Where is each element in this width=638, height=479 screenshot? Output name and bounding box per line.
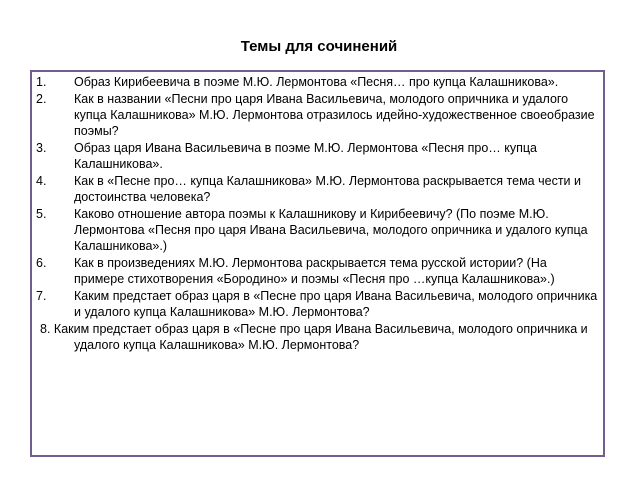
topic-item	[36, 173, 598, 205]
topic-number: 2.	[36, 92, 47, 106]
topic-item	[36, 321, 598, 353]
topic-number: 4.	[36, 174, 47, 188]
topic-text: Как в произведениях М.Ю. Лермонтова раскрывается тема русской истории? (На примере стихотворения «Бородино» и поэмы «Песня про …купца Калашникова».)	[74, 256, 555, 286]
topic-text: Как в «Песне про… купца Калашникова» М.Ю. Лермонтова раскрывается тема чести и достоинства человека?	[74, 174, 581, 204]
topic-item	[36, 255, 598, 287]
topic-text: Каково отношение автора поэмы к Калашникову и Кирибеевичу? (По поэме М.Ю. Лермонтова «Песня про царя Ивана Васильевича, молодого опричника и удалого купца Калашникова».)	[74, 207, 588, 253]
topic-item	[36, 74, 598, 90]
topic-number: 7.	[36, 289, 47, 303]
topics-list	[36, 74, 598, 354]
topic-number: 8.	[40, 322, 51, 336]
topic-item	[36, 140, 598, 172]
topic-text: Каким предстает образ царя в «Песне про царя Ивана Васильевича, молодого опричника и удалого купца Калашникова» М.Ю. Лермонтова?	[53, 322, 588, 352]
topic-item	[36, 206, 598, 254]
topic-text: Образ царя Ивана Васильевича в поэме М.Ю. Лермонтова «Песня про… купца Калашникова».	[74, 141, 537, 171]
topic-number: 5.	[36, 207, 47, 221]
topics-box	[30, 70, 605, 457]
topic-number: 1.	[36, 75, 47, 89]
topic-number: 6.	[36, 256, 47, 270]
topic-text: Каким предстает образ царя в «Песне про царя Ивана Васильевича, молодого опричника и удалого купца Калашникова» М.Ю. Лермонтова?	[74, 289, 598, 319]
topic-text: Как в названии «Песни про царя Ивана Васильевича, молодого опричника и удалого купца Калашникова» М.Ю. Лермонтова отразилось идейно-художественное своеобразие поэмы?	[74, 92, 595, 138]
topic-number: 3.	[36, 141, 47, 155]
slide-title: Темы для сочинений	[240, 38, 398, 55]
topic-text: Образ Кирибеевича в поэме М.Ю. Лермонтова «Песня… про купца Калашникова».	[74, 75, 559, 89]
topic-item	[36, 91, 598, 139]
topic-item	[36, 288, 598, 320]
